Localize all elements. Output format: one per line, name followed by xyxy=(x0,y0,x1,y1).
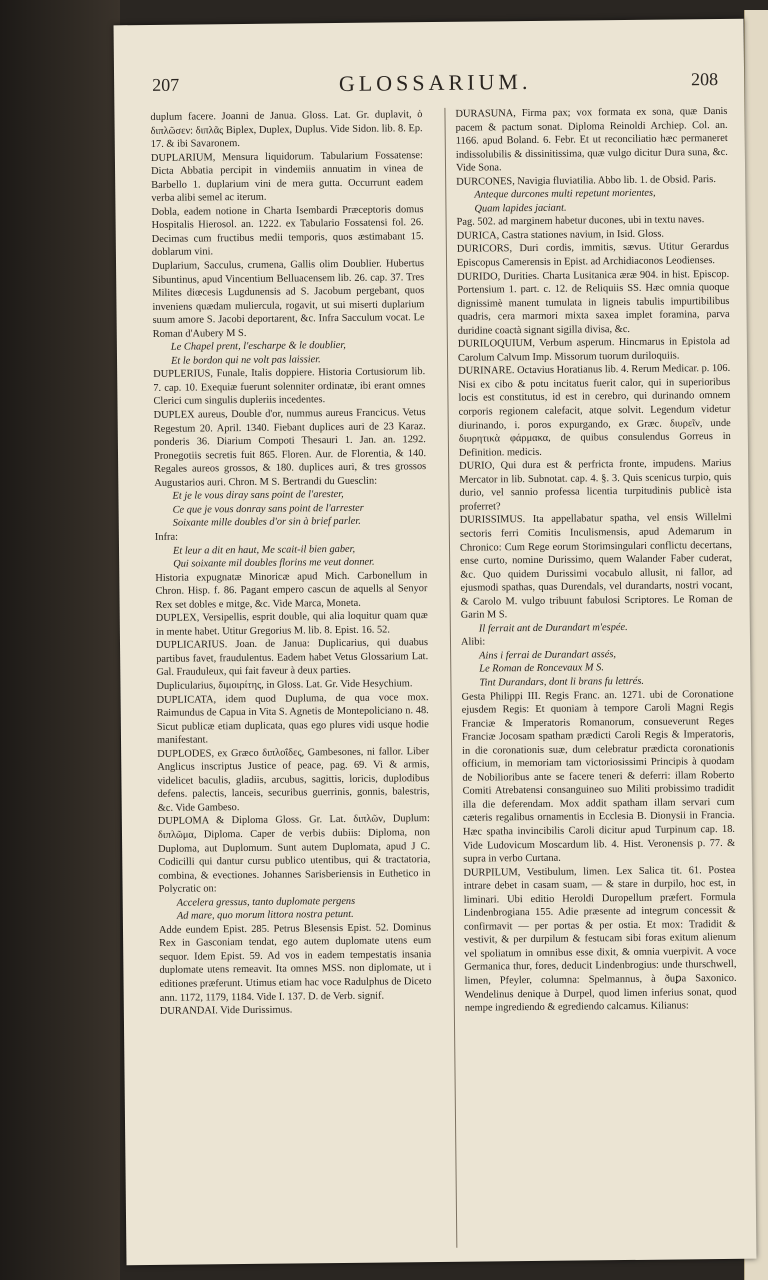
entry-paragraph: DURCONES, Navigia fluviatilia. Abbo lib. 1. de Obsid. Paris. xyxy=(456,173,716,188)
page-title: GLOSSARIUM. xyxy=(338,68,532,96)
entry-paragraph: DUPLODES, ex Græco διπλοΐδες, Gambesones, ni fallor. Liber Anglicus inscriptus Justice of peace, pag. 69. Vi & armis, videlicet baculis, gladiis, arcubus, sagittis, loricis, duplodibus defens. palectis, lanceis, securibus guerrinis, gonnis, balestris, &c. Vide Gambeso. xyxy=(157,745,430,814)
verse-line: Ad mare, quo morum littora nostra petunt. xyxy=(176,909,354,922)
entry-paragraph: DURICA, Castra stationes navium, in Isid. Gloss. xyxy=(456,228,665,242)
verse-line: Il ferrait ant de Durandart m'espée. xyxy=(478,621,628,635)
verse-line: Ains i ferrai de Durandart assés, xyxy=(479,648,617,662)
entry-paragraph: Pag. 502. ad marginem habetur ducones, ubi in textu naves. xyxy=(456,214,705,229)
verse-line: Qui soixante mil doubles florins me veut donner. xyxy=(173,556,375,570)
entry-paragraph: Historia expugnatæ Minoricæ apud Mich. Carbonellum in Chron. Hisp. f. 86. Pagant empero cascun de aquells al Senyor Rex set dobles e mitge, &c. Vide Marca, Moneta. xyxy=(155,569,428,611)
entry-paragraph: DUPLICARIUS. Joan. de Janua: Duplicarius, qui duabus partibus favet, fraudulentus. Eadem habet Vetus Glossarium Lat. Gal. Frauduleux, qui fait faveur à deux parties. xyxy=(155,637,429,679)
entry-paragraph: DUPLARIUM, Mensura liquidorum. Tabularium Fossatense: Dicta Abbatia percipit in vindemiis annuatim in vinea de Barbello 1. duplarium vini de mera gutta. Occurrunt eadem verba alibi semel ac iterum. xyxy=(150,149,424,205)
entry-paragraph: Gesta Philippi III. Regis Franc. an. 1271. ubi de Coronatione ejusdem Regis: Et quoniam à tempore Caroli Magni Regis Franciæ & Imperatoris Romanorum, consueverunt Reges Franciæ Jocosam spatham prædicti Caroli Regis & Imperatoris, in die coronationis suæ, dum celebratur prædicta coronationis officium, in memoriam tam victoriosissimi Principis à quodam de Nobilioribus ante se facere teneri & deferri: illam Roberto Comiti Atrebatensi consanguineo suo Militi probissimo tradidit illa die deferendam. Mox addit spatham illam servari cum cæteris regalibus ornamentis in Ecclesia B. Dionysii in Francia. Hæc spatha invincibilis Caroli dicitur apud Turpinum cap. 18. Vide Ludovicum Moscardum lib. 4. Hist. Veronensis p. 77. & supra in verbo Curtana. xyxy=(461,688,736,865)
entry-paragraph: DURIO, Qui dura est & perfricta fronte, impudens. Marius Mercator in lib. Subnotat. cap. 4. §. 3. Quis scenicus turpio, quis durio, vel sannio professa licentia turpitudinis publicè ista proferret? xyxy=(459,458,732,513)
entry-paragraph: Infra: xyxy=(154,531,179,543)
right-column xyxy=(444,105,739,1248)
entry-paragraph: Duplarium, Sacculus, crumena, Gallis olim Doublier. Hubertus Sibuntinus, apud Vincentium Belluacensem lib. 26. cap. 37. Tres Milites diœcesis Lugdunensis ad S. Jacobum pergebant, quos inveniens quædam muliercula, rogavit, ut sui miserti duplarium suum amore S. Jacobi deportarent, &c. Infra Sacculum vocat. Le Roman d'Aubery M S. xyxy=(151,258,425,340)
entry-paragraph: DURPILUM, Vestibulum, limen. Lex Salica tit. 61. Postea intrare debet in casam suam, — & stare in durpilo, hoc est, in liminari. Ubi editio Heroldi Duropellum præfert. Formula Lindenbrogiana 155. Adie præsente ad integrum concessit & confirmavit — per portas & per ostia. Et mox: Tradidit & vestivit, & per durpilum & festucam sibi foras exitum alienum vel spoliatum in omnibus esse dixit, & omnia vuerpivit. A voce Germanica thur, fores, deducit Lindenbrogius: unde thurschwell, limen, Pfeyler, columna: Spelmannus, à ðuꝑa Saxonico. Wendelinus denique à Durpel, quod limen inferius sonat, quod nempe ingrediendo & egrediendo calcamus. Kilianus: xyxy=(463,864,737,1014)
entry-paragraph: DUPLEX, Versipellis, esprit double, qui alia loquitur quam quæ in mente habet. Utitur Gregorius M. lib. 8. Epist. 16. 52. xyxy=(155,610,428,638)
entry-paragraph: Adde eundem Epist. 285. Petrus Blesensis Epist. 52. Dominus Rex in Gasconiam tendat, ego autem duplomate utens eum sequor. Idem Epist. 59. Ad vos in eadem tempestatis insania duplomate utens remeavit. Ita omnes MSS. non diplomate, ut i editiones præferunt. Utimus etiam hac voce Radulphus de Diceto ann. 1172, 1179, 1184. Vide I. 137. D. de Verb. signif. xyxy=(158,921,432,1004)
entry-paragraph: Alibi: xyxy=(460,636,486,649)
verse-line: Soixante mille doubles d'or sin à brief parler. xyxy=(172,516,361,530)
verse-line: Tint Durandars, dont li brans fu lettrés. xyxy=(479,675,645,689)
verse-line: Et leur a dit en haut, Me scait-il bien gaber, xyxy=(172,543,356,557)
entry-paragraph: DURISSIMUS. Ita appellabatur spatha, vel ensis Willelmi sectoris ferri Comitis Inculismensis, apud Ademarum in Chronico: Cum Rege eorum Storimsingulari conflictu decertans, ense curto, nomine Durissimo, quem Walander Faber cuderat, &c. Quo quidem Durissimi vocabulo allusit, ni fallor, ad ejusmodi spathas, quas Durendals, vel durandarts, nostri vocant, & Carolo M. vulgo tribuunt fabulosi Scriptores. Le Roman de Garin M S. xyxy=(459,512,733,621)
entry-paragraph: DURANDAI. Vide Durissimus. xyxy=(159,1004,293,1017)
entry-paragraph: DURICORS, Duri cordis, immitis, sævus. Utitur Gerardus Episcopus Camerensis in Epist. ad Archidiaconos Leodienses. xyxy=(456,241,729,269)
entry-paragraph: DUPLERIUS, Funale, Italis doppiere. Historia Cortusiorum lib. 7. cap. 10. Exequiæ fuerunt solenniter ordinatæ, ibi erant omnes Clerici cum singulis dupleriis incedentes. xyxy=(153,366,426,408)
verse-line: Et je le vous diray sans point de l'arester, xyxy=(172,489,344,503)
verse-line: Accelera gressus, tanto duplomate pergens xyxy=(176,895,356,909)
verse-line: Ce que je vous donray sans point de l'arrester xyxy=(172,502,364,516)
entry-paragraph: Duplicularius, διμοιρίτης, in Gloss. Lat. Gr. Vide Hesychium. xyxy=(156,678,413,692)
entry-paragraph: Dobla, eadem notione in Charta Isembardi Præceptoris domus Hospitalis Hierosol. an. 1222. ex Tabulario Fossatensi fol. 26. Decimas cum fructibus medii temporis, quos æstimabant 15. doblarum vini. xyxy=(151,203,424,259)
verse-line: Le Roman de Roncevaux M S. xyxy=(479,662,604,675)
page-number-left: 207 xyxy=(152,74,180,95)
entry-paragraph: DURILOQUIUM, Verbum asperum. Hincmarus in Epistola ad Carolum Calvum Imp. Missorum tuorum duriloquiis. xyxy=(457,336,730,364)
entry-paragraph: DURASUNA, Firma pax; vox formata ex sona, quæ Danis pacem & pactum sonat. Diploma Reinoldi Archiep. Col. an. 1166. apud Boland. 6. Febr. Et ut reconciliatio hæc permaneret indissolubilis & dissinitissima, quæ vulgo dicitur Dura suna, &c. Vide Sona. xyxy=(455,105,728,174)
left-column xyxy=(150,108,434,1251)
verse-line: Anteque durcones multi repetunt morientes, xyxy=(474,187,656,201)
verse-line: Le Chapel prent, l'escharpe & le doublier, xyxy=(170,340,346,354)
entry-paragraph: DUPLOMA & Diploma Gloss. Gr. Lat. διπλῶν, Duplum: διπλῶμα, Diploma. Caper de verbis dubiis: Diploma, non Duploma, aut Duplomum. Sunt autem Duplomata, apud J C. Codicilli qui dantur cursu publico utentibus, qui & tractatoria, combina, & evectiones. Johannes Sarisberiensis in Euthetico in Polycratic on: xyxy=(157,813,431,896)
verse-line: Et le bordon qui ne volt pas laissier. xyxy=(170,354,321,367)
entry-paragraph: DUPLICATA, idem quod Dupluma, de qua voce mox. Raimundus de Capua in Vita S. Agnetis de Montepoliciano n. 48. Sicut publicæ etiam duplicata, quas ego plures vidi usque hodie manifestant. xyxy=(156,691,429,747)
verse-line: Quam lapides jaciant. xyxy=(474,202,567,215)
entry-paragraph: DURIDO, Durities. Charta Lusitanica æræ 904. in hist. Episcop. Portensium 1. part. c. 12. de Reliquiis SS. Hæc omnia quoque dignissimè manent tumulata in ligneis tabulis impurtibilibus quadris, cera marmori mixta saxea implet foramina, parva duridine coactà signant sigilla divisa, &c. xyxy=(457,268,730,337)
entry-paragraph: DURINARE. Octavius Horatianus lib. 4. Rerum Medicar. p. 106. Nisi ex cibo & potu incitatus fuerit calor, qui in superioribus locis est constitutus, id est in cerebro, qui durinando omnem corporis regionem calefacit, atque solvit. Legendum videtur diurinando, i. poros expurgando, ex Græc. διυρεῖν, unde διυρητικὰ φάρμακα, de quibus consulendus Gorreus in Definition. medicis. xyxy=(458,363,731,459)
page-number-right: 208 xyxy=(691,69,719,90)
book-page xyxy=(114,19,757,1266)
entry-paragraph: duplum facere. Joanni de Janua. Gloss. Lat. Gr. duplavit, ὁ διπλῶσεν: διπλᾶς Biplex, Duplex, Duplus. Vide Sidon. lib. 8. Ep. 17. & ibi Savaronem. xyxy=(150,109,423,151)
book-gutter xyxy=(0,0,120,1280)
entry-paragraph: DUPLEX aureus, Double d'or, nummus aureus Francicus. Vetus Regestum 20. April. 1340. Fiebant duplices auri de 23 Karaz. ponderis 36. Diarium Compoti Thesauri 1. Jan. an. 1292. Pronegotiis secretis fuit 865. Floren. Aur. de Florentia, & 140. Regales aureos grossos, & 180. duplices auri, & tres grossos Augustarios auri. Chron. M S. Bertrandi du Guesclin: xyxy=(153,407,427,489)
page-header xyxy=(144,67,726,103)
